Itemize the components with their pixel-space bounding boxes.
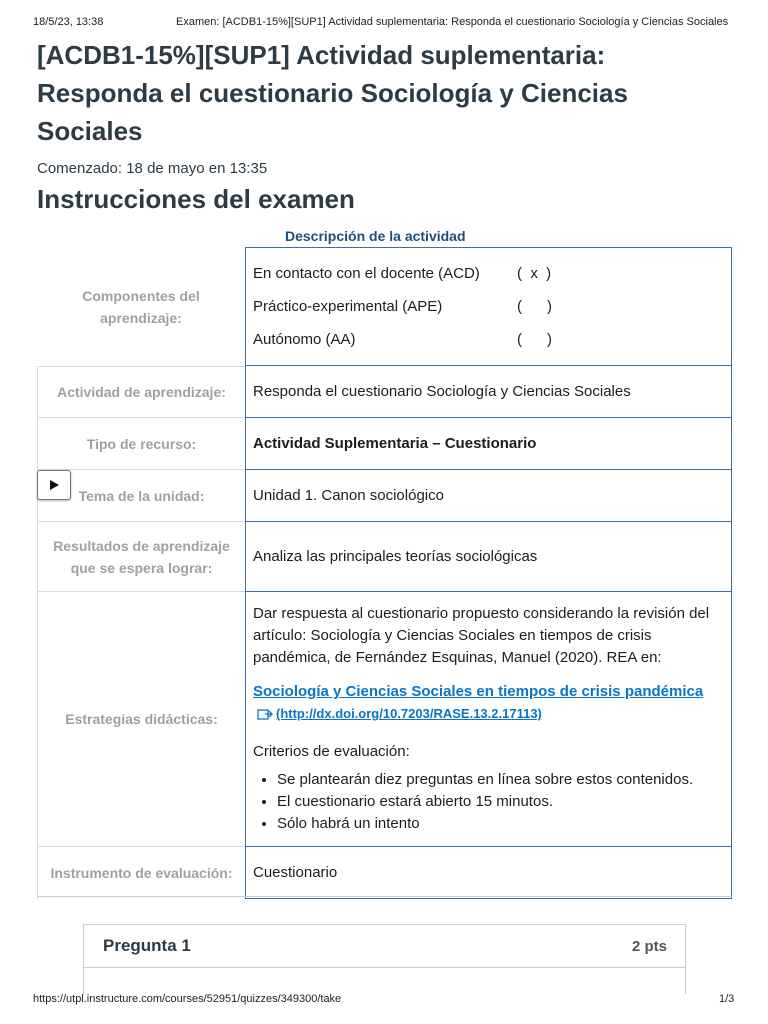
resource-value: Actividad Suplementaria – Cuestionario bbox=[245, 418, 732, 470]
print-url: https://utpl.instructure.com/courses/52951/quizzes/349300/take bbox=[33, 993, 342, 1005]
activity-row bbox=[37, 366, 732, 418]
component-mark: ( x ) bbox=[517, 264, 552, 282]
question-points: 2 pts bbox=[631, 937, 667, 955]
activity-description-heading: Descripción de la actividad bbox=[285, 228, 466, 244]
component-mark: ( ) bbox=[517, 330, 552, 348]
component-acd bbox=[253, 257, 721, 290]
criteria-list bbox=[253, 769, 721, 835]
list-item: • Sólo habrá un intento bbox=[277, 813, 721, 835]
activity-label: Actividad de aprendizaje: bbox=[37, 366, 245, 418]
component-name: Práctico-experimental (APE) bbox=[253, 297, 443, 315]
question-header bbox=[84, 925, 685, 968]
rea-article-link[interactable]: Sociología y Ciencias Sociales en tiempos de crisis pandémica bbox=[253, 683, 704, 700]
criteria-title: Criterios de evaluación: bbox=[253, 743, 410, 760]
rea-link-block bbox=[253, 681, 721, 727]
results-value: Analiza las principales teorías sociológicas bbox=[245, 522, 732, 592]
results-label: Resultados de aprendizaje que se espera lograr: bbox=[37, 522, 245, 592]
play-button[interactable] bbox=[37, 470, 71, 500]
strategies-value bbox=[245, 592, 732, 847]
unit-label: Tema de la unidad: bbox=[37, 470, 245, 522]
strategies-text: Dar respuesta al cuestionario propuesto considerando la revisión del artículo: Sociología y Ciencias Sociales en tiempos de crisis pandémica, de Fernández Esquinas, Manuel (2020). REA en: bbox=[253, 605, 710, 666]
list-item: • El cuestionario estará abierto 15 minutos. bbox=[277, 791, 721, 813]
components-row bbox=[37, 247, 732, 366]
print-page-number: 1/3 bbox=[719, 993, 735, 1005]
unit-value: Unidad 1. Canon sociológico bbox=[245, 470, 732, 522]
rea-doi-url: (http://dx.doi.org/10.7203/RASE.13.2.17113) bbox=[276, 706, 542, 721]
activity-value: Responda el cuestionario Sociología y Ciencias Sociales bbox=[245, 366, 732, 418]
results-row bbox=[37, 522, 732, 592]
question-card bbox=[83, 924, 686, 994]
quiz-title: [ACDB1-15%][SUP1] Actividad suplementaria: Responda el cuestionario Sociología y Ciencias Sociales bbox=[37, 40, 628, 146]
quiz-started-time: Comenzado: 18 de mayo en 13:35 bbox=[37, 160, 268, 177]
play-icon bbox=[48, 479, 60, 491]
component-aa bbox=[253, 323, 721, 356]
print-document-title: Examen: [ACDB1-15%][SUP1] Actividad suplementaria: Responda el cuestionario Sociología y Ciencias Sociales bbox=[176, 16, 729, 28]
rea-doi-link[interactable] bbox=[257, 703, 542, 725]
component-name: Autónomo (AA) bbox=[253, 330, 356, 348]
resource-label: Tipo de recurso: bbox=[37, 418, 245, 470]
component-ape bbox=[253, 290, 721, 323]
divider bbox=[37, 896, 732, 897]
unit-row bbox=[37, 470, 732, 522]
instrument-value: Cuestionario bbox=[245, 847, 732, 899]
component-name: En contacto con el docente (ACD) bbox=[253, 264, 480, 282]
components-label: Componentes del aprendizaje: bbox=[82, 287, 200, 326]
strategies-label: Estrategias didácticas: bbox=[37, 592, 245, 847]
component-mark: ( ) bbox=[517, 297, 552, 315]
instrument-row bbox=[37, 847, 732, 899]
components-value bbox=[245, 247, 732, 366]
resource-row bbox=[37, 418, 732, 470]
instrument-label: Instrumento de evaluación: bbox=[37, 847, 245, 899]
instructions-heading: Instrucciones del examen bbox=[37, 184, 355, 214]
strategies-row bbox=[37, 592, 732, 847]
print-header bbox=[0, 16, 768, 30]
question-title: Pregunta 1 bbox=[103, 936, 191, 955]
activity-table bbox=[37, 247, 732, 899]
print-datetime: 18/5/23, 13:38 bbox=[33, 16, 104, 28]
external-link-icon bbox=[257, 708, 273, 720]
list-item: • Se plantearán diez preguntas en línea sobre estos contenidos. bbox=[277, 769, 721, 791]
